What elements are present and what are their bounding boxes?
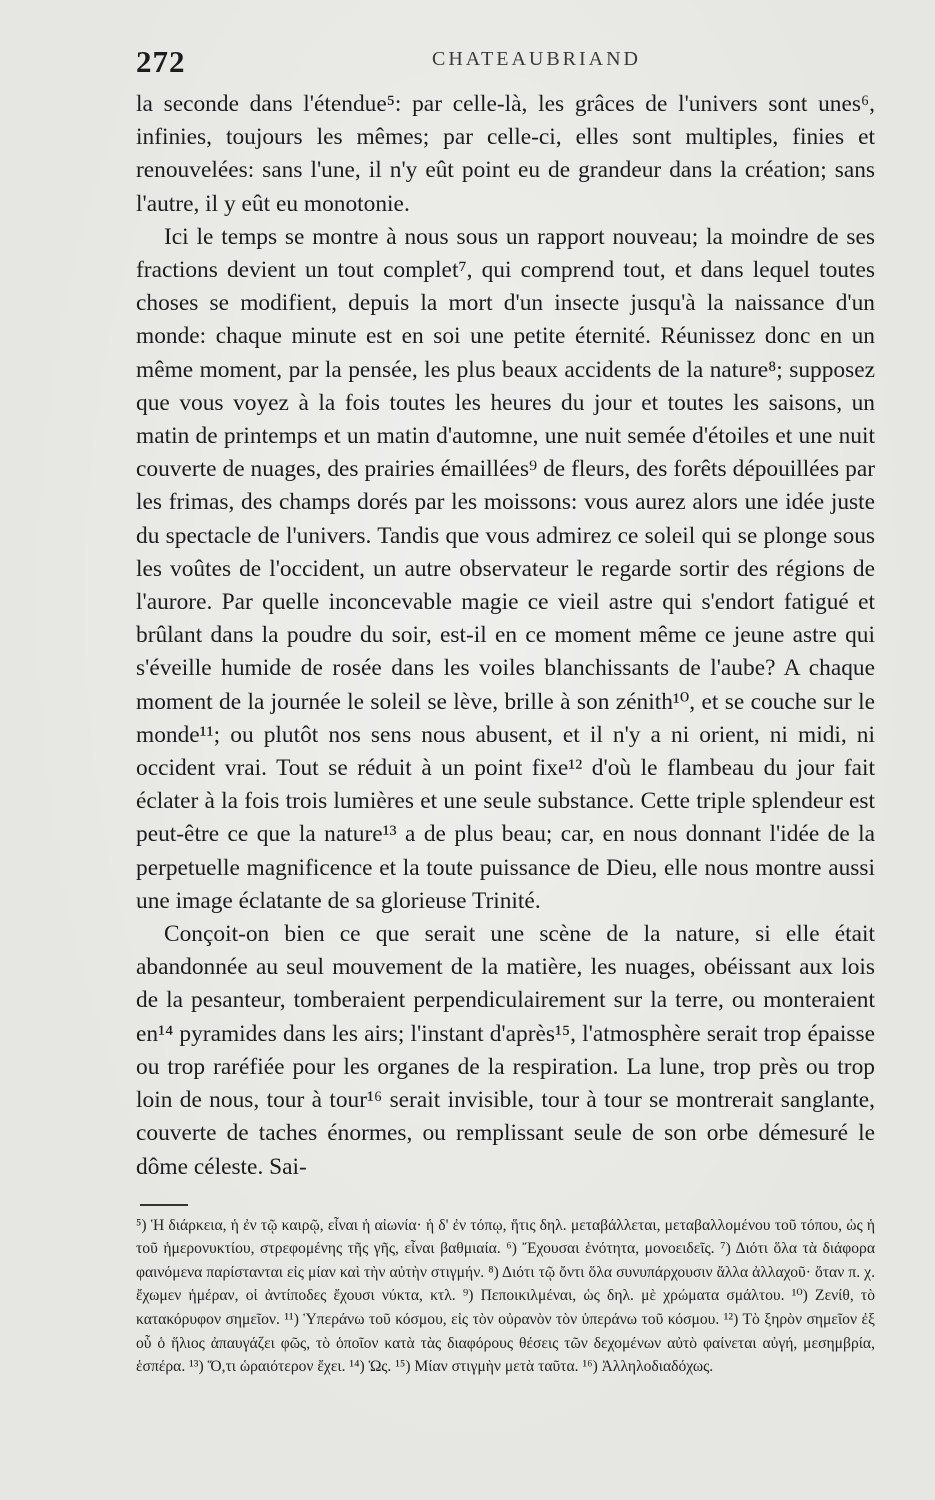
paragraph-3: Conçoit-on bien ce que serait une scène de la nature, si elle était abandonnée au seul mouvement de la matière, les nuages, obéissant aux lois de la pesanteur, tomberaient perpendiculairement sur la terre, ou monteraient en¹⁴ pyramides dans les airs; l'instant d'après¹⁵, l'atmosphère serait trop épaisse ou trop raréfiée pour les organes de la respiration. La lune, trop près ou trop loin de nous, tour à tour¹⁶ serait invisible, tour à tour se montrerait sanglante, couverte de taches énormes, ou remplissant seule de son orbe démesuré le dôme céleste. Sai-	[136, 921, 875, 1180]
paragraph-2: Ici le temps se montre à nous sous un rapport nouveau; la moindre de ses fractions devient un tout complet⁷, qui comprend tout, et dans lequel toutes choses se modifient, depuis la mort d'un insecte jusqu'à la naissance d'un monde: chaque minute est en soi une petite éternité. Réunissez donc en un même moment, par la pensée, les plus beaux accidents de la nature⁸; supposez que vous voyez à la fois toutes les heures du jour et toutes les saisons, un matin de printemps et un matin d'automne, une nuit semée d'étoiles et une nuit couverte de nuages, des prairies émaillées⁹ de fleurs, des forêts dépouillées par les frimas, des champs dorés par les moissons: vous aurez alors une idée juste du spectacle de l'univers. Tandis que vous admirez ce soleil qui se plonge sous les voûtes de l'occident, un autre observateur le regarde sortir des régions de l'aurore. Par quelle inconcevable magie ce vieil astre qui s'endort fatigué et brûlant dans la poudre du soir, est-il en ce moment même ce jeune astre qui s'éveille humide de rosée dans les voiles blanchissants de l'aube? A chaque moment de la journée le soleil se lève, brille à son zénith¹⁰, et se couche sur le monde¹¹; ou plutôt nos sens nous abusent, et il n'y a ni orient, ni midi, ni occident vrai. Tout se réduit à un point fixe¹² d'où le flambeau du jour fait éclater à la fois trois lumières et une seule substance. Cette triple splendeur est peut-être ce que la nature¹³ a de plus beau; car, en nous donnant l'idée de la perpetuelle magnificence et la toute puissance de Dieu, elle nous montre aussi une image éclatante de sa glorieuse Trinité.	[136, 223, 875, 914]
running-head: CHATEAUBRIAND	[432, 48, 641, 70]
footnote-text: ⁵) Ἡ διάρκεια, ἡ ἐν τῷ καιρῷ, εἶναι ἡ αἰωνία· ἡ δ' ἐν τόπῳ, ἥτις δηλ. μεταβάλλεται, μεταβαλλομένου τοῦ τόπου, ὡς ἡ τοῦ ἡμερονυκτίου, στρεφομένης τῆς γῆς, εἶναι βαθμιαία. ⁶) Ἔχουσαι ἑνότητα, μονοειδεῖς. ⁷) Διότι ὅλα τὰ διάφορα φαινόμενα παρίστανται εἰς μίαν καὶ τὴν αὐτὴν στιγμήν. ⁸) Διότι τῷ ὄντι ὅλα συνυπάρχουσιν ἄλλα ἀλλαχοῦ· ὅταν π. χ. ἔχωμεν ἡμέραν, οἱ ἀντίποδες ἔχουσι νύκτα, κτλ. ⁹) Πεποικιλμέναι, ὡς δηλ. μὲ χρώματα σμάλτου. ¹⁰) Ζενίθ, τὸ κατακόρυφον σημεῖον. ¹¹) Ὑπεράνω τοῦ κόσμου, εἰς τὸν οὐρανὸν τὸν ὑπεράνω τοῦ κόσμου. ¹²) Τὸ ξηρὸν σημεῖον ἐξ οὗ ὁ ἥλιος ἀπαυγάζει φῶς, τὸ ὁποῖον κατὰ τὰς διαφόρους θέσεις τῶν δεχομένων αὐτὸ φαίνεται αὐγή, μεσημβρία, ἑσπέρα. ¹³) Ὅ,τι ὡραιότερον ἔχει. ¹⁴) Ὡς. ¹⁵) Μίαν στιγμὴν μετὰ ταῦτα. ¹⁶) Ἀλληλοδιαδόχως.	[136, 1216, 875, 1376]
footnotes	[136, 1214, 875, 1379]
paragraph-1: la seconde dans l'étendue⁵: par celle-là, les grâces de l'univers sont unes⁶, infinies, toujours les mêmes; par celle-ci, elles sont multiples, finies et renouvelées: sans l'une, il n'y eût point eu de grandeur dans la création; sans l'autre, il y eût eu monotonie.	[136, 91, 875, 217]
page-number: 272	[136, 44, 186, 79]
footnote-rule	[140, 1204, 188, 1206]
main-text	[136, 88, 875, 1184]
page-header	[136, 38, 875, 88]
